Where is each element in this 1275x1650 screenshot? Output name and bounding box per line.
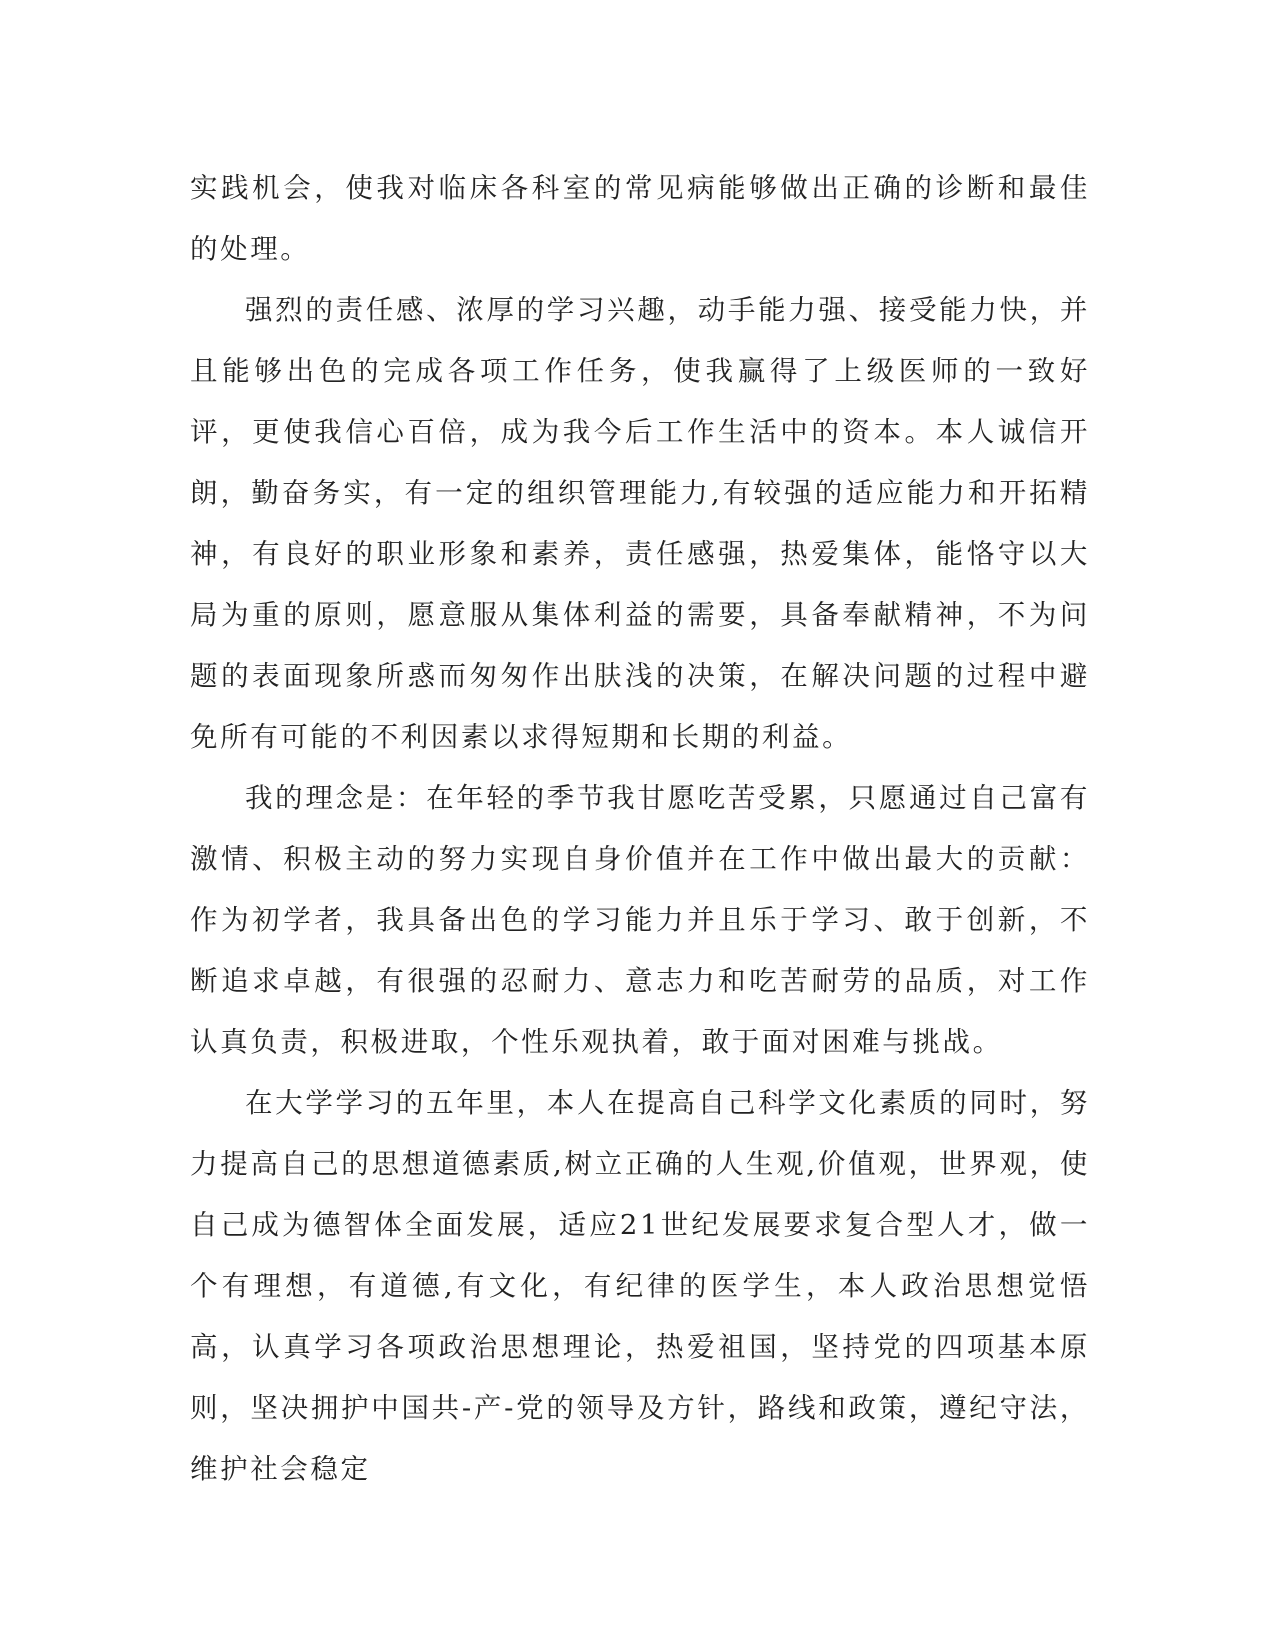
paragraph-3: 我的理念是：在年轻的季节我甘愿吃苦受累，只愿通过自己富有激情、积极主动的努力实现自身价值并在工作中做出最大的贡献：作为初学者，我具备出色的学习能力并且乐于学习、敢于创新，不断追求卓越，有很强的忍耐力、意志力和吃苦耐劳的品质，对工作认真负责，积极进取，个性乐观执着，敢于面对困难与挑战。 [190,782,1090,1058]
paragraph-4: 在大学学习的五年里，本人在提高自己科学文化素质的同时，努力提高自己的思想道德素质,树立正确的人生观,价值观，世界观，使自己成为德智体全面发展，适应21世纪发展要求复合型人才，做一个有理想，有道德,有文化，有纪律的医学生，本人政治思想觉悟高，认真学习各项政治思想理论，热爱祖国，坚持党的四项基本原则，坚决拥护中国共-产-党的领导及方针，路线和政策，遵纪守法，维护社会稳定 [190,1087,1090,1485]
paragraph-1: 实践机会，使我对临床各科室的常见病能够做出正确的诊断和最佳的处理。 [190,172,1090,265]
document-body [190,158,1090,1500]
paragraph-2: 强烈的责任感、浓厚的学习兴趣，动手能力强、接受能力快，并且能够出色的完成各项工作任务，使我赢得了上级医师的一致好评，更使我信心百倍，成为我今后工作生活中的资本。本人诚信开朗，勤奋务实，有一定的组织管理能力,有较强的适应能力和开拓精神，有良好的职业形象和素养，责任感强，热爱集体，能恪守以大局为重的原则，愿意服从集体利益的需要，具备奉献精神，不为问题的表面现象所惑而匆匆作出肤浅的决策，在解决问题的过程中避免所有可能的不利因素以求得短期和长期的利益。 [190,294,1090,753]
